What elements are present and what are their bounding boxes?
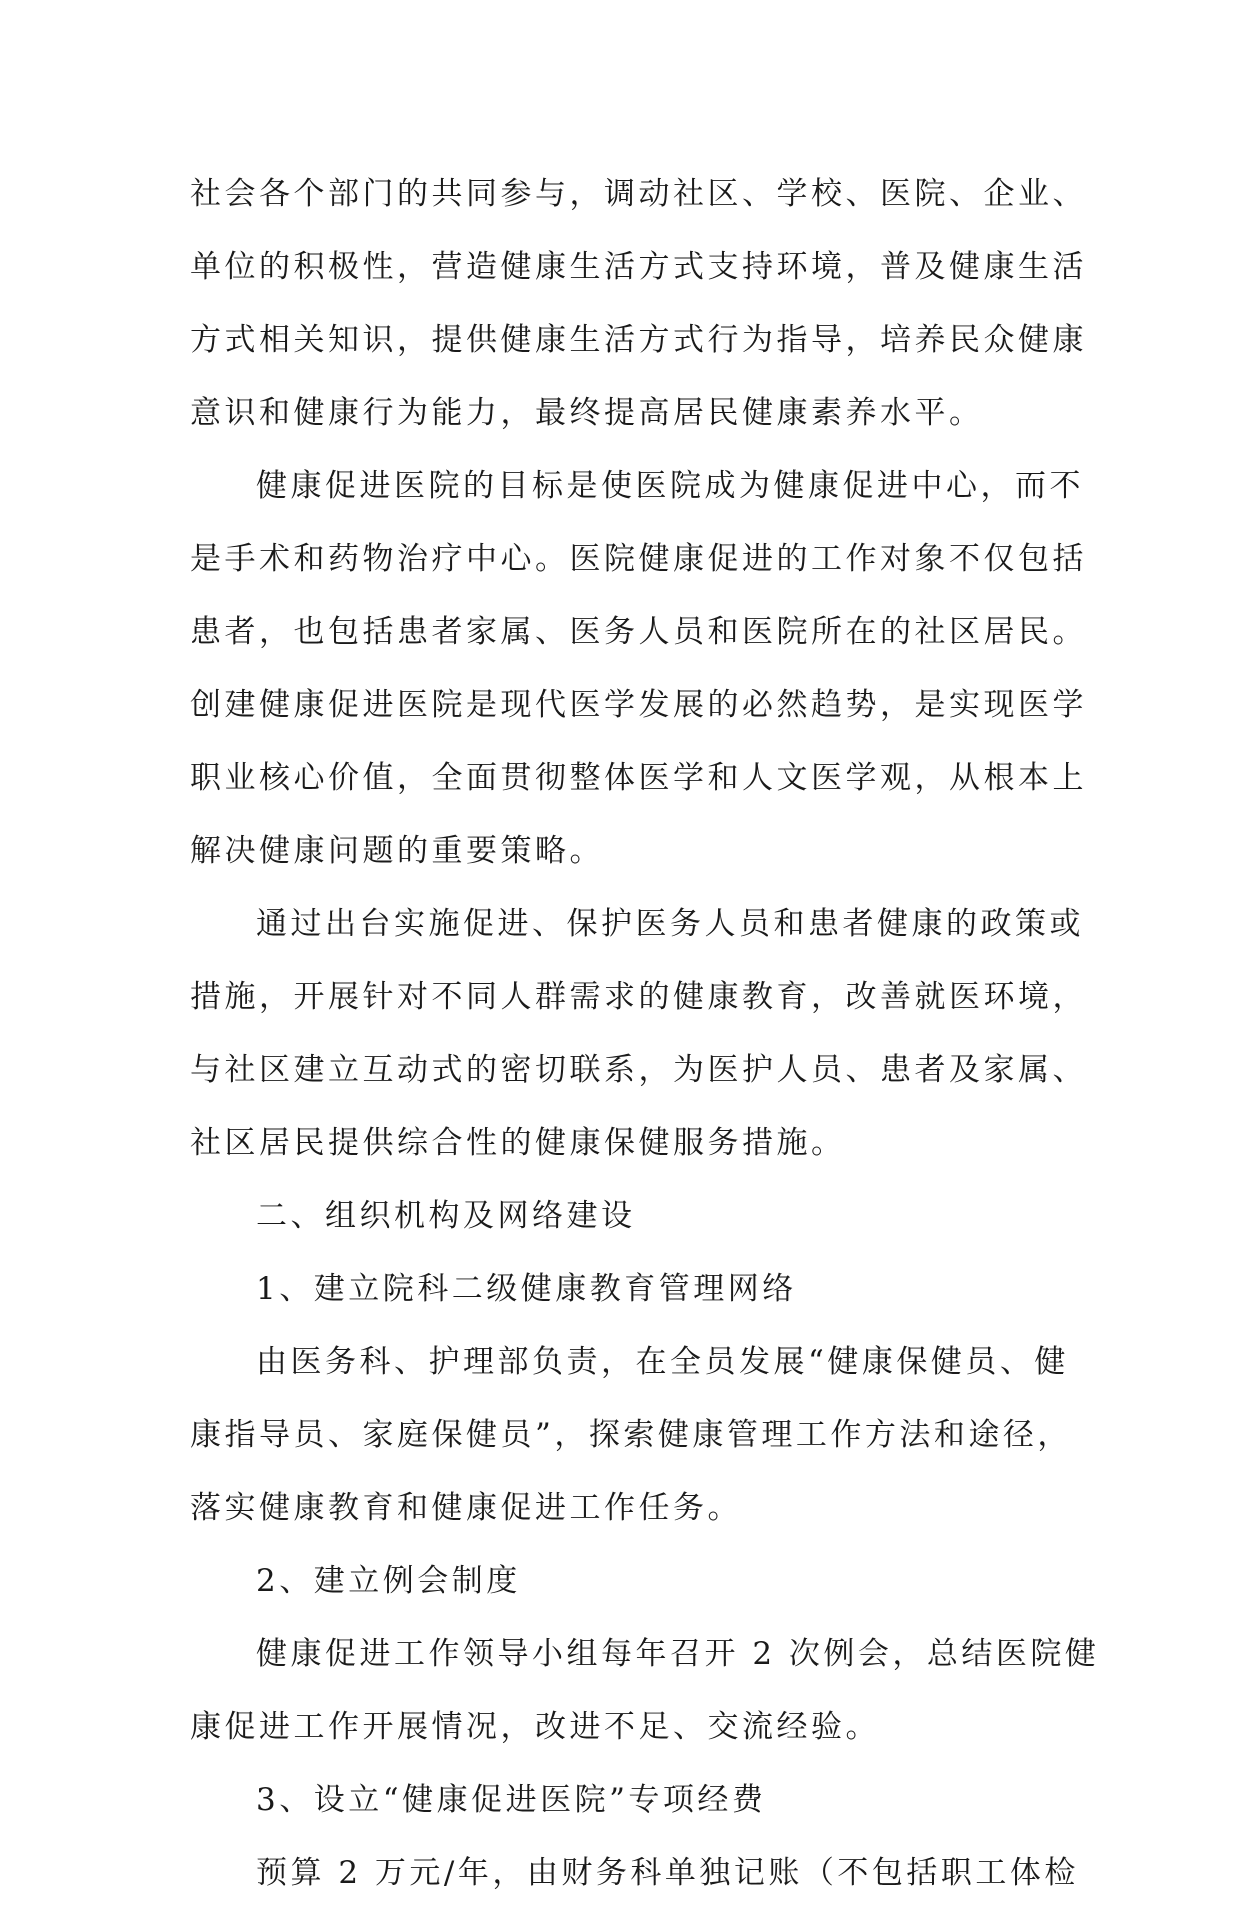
text-line: 意识和健康行为能力，最终提高居民健康素养水平。	[190, 395, 984, 431]
text-line: 2、建立例会制度	[256, 1563, 521, 1599]
text-line: 创建健康促进医院是现代医学发展的必然趋势，是实现医学	[190, 687, 1087, 723]
text-line: 健康促进医院的目标是使医院成为健康促进中心，而不	[256, 468, 1084, 504]
text-line: 健康促进工作领导小组每年召开 2 次例会，总结医院健	[256, 1636, 1100, 1672]
text-line: 由医务科、护理部负责，在全员发展“健康保健员、健	[256, 1344, 1069, 1380]
text-line: 职业核心价值，全面贯彻整体医学和人文医学观，从根本上	[190, 760, 1087, 796]
text-line: 二、组织机构及网络建设	[256, 1198, 636, 1234]
text-line: 社区居民提供综合性的健康保健服务措施。	[190, 1125, 846, 1161]
text-line: 1、建立院科二级健康教育管理网络	[256, 1271, 797, 1307]
document-body	[190, 158, 1100, 1910]
text-line: 是手术和药物治疗中心。医院健康促进的工作对象不仅包括	[190, 541, 1087, 577]
text-line: 患者，也包括患者家属、医务人员和医院所在的社区居民。	[190, 614, 1087, 650]
text-line: 与社区建立互动式的密切联系，为医护人员、患者及家属、	[190, 1052, 1087, 1088]
text-line: 社会各个部门的共同参与，调动社区、学校、医院、企业、	[190, 176, 1087, 212]
text-line: 康指导员、家庭保健员”，探索健康管理工作方法和途径，	[190, 1417, 1072, 1453]
text-line: 落实健康教育和健康促进工作任务。	[190, 1490, 742, 1526]
text-line: 预算 2 万元/年，由财务科单独记账（不包括职工体检	[256, 1855, 1079, 1891]
text-line: 3、设立“健康促进医院”专项经费	[256, 1782, 767, 1818]
text-line: 措施，开展针对不同人群需求的健康教育，改善就医环境，	[190, 979, 1087, 1015]
text-line: 方式相关知识，提供健康生活方式行为指导，培养民众健康	[190, 322, 1087, 358]
text-line: 通过出台实施促进、保护医务人员和患者健康的政策或	[256, 906, 1084, 942]
text-line: 解决健康问题的重要策略。	[190, 833, 604, 869]
text-line: 单位的积极性，营造健康生活方式支持环境，普及健康生活	[190, 249, 1087, 285]
text-line: 康促进工作开展情况，改进不足、交流经验。	[190, 1709, 880, 1745]
